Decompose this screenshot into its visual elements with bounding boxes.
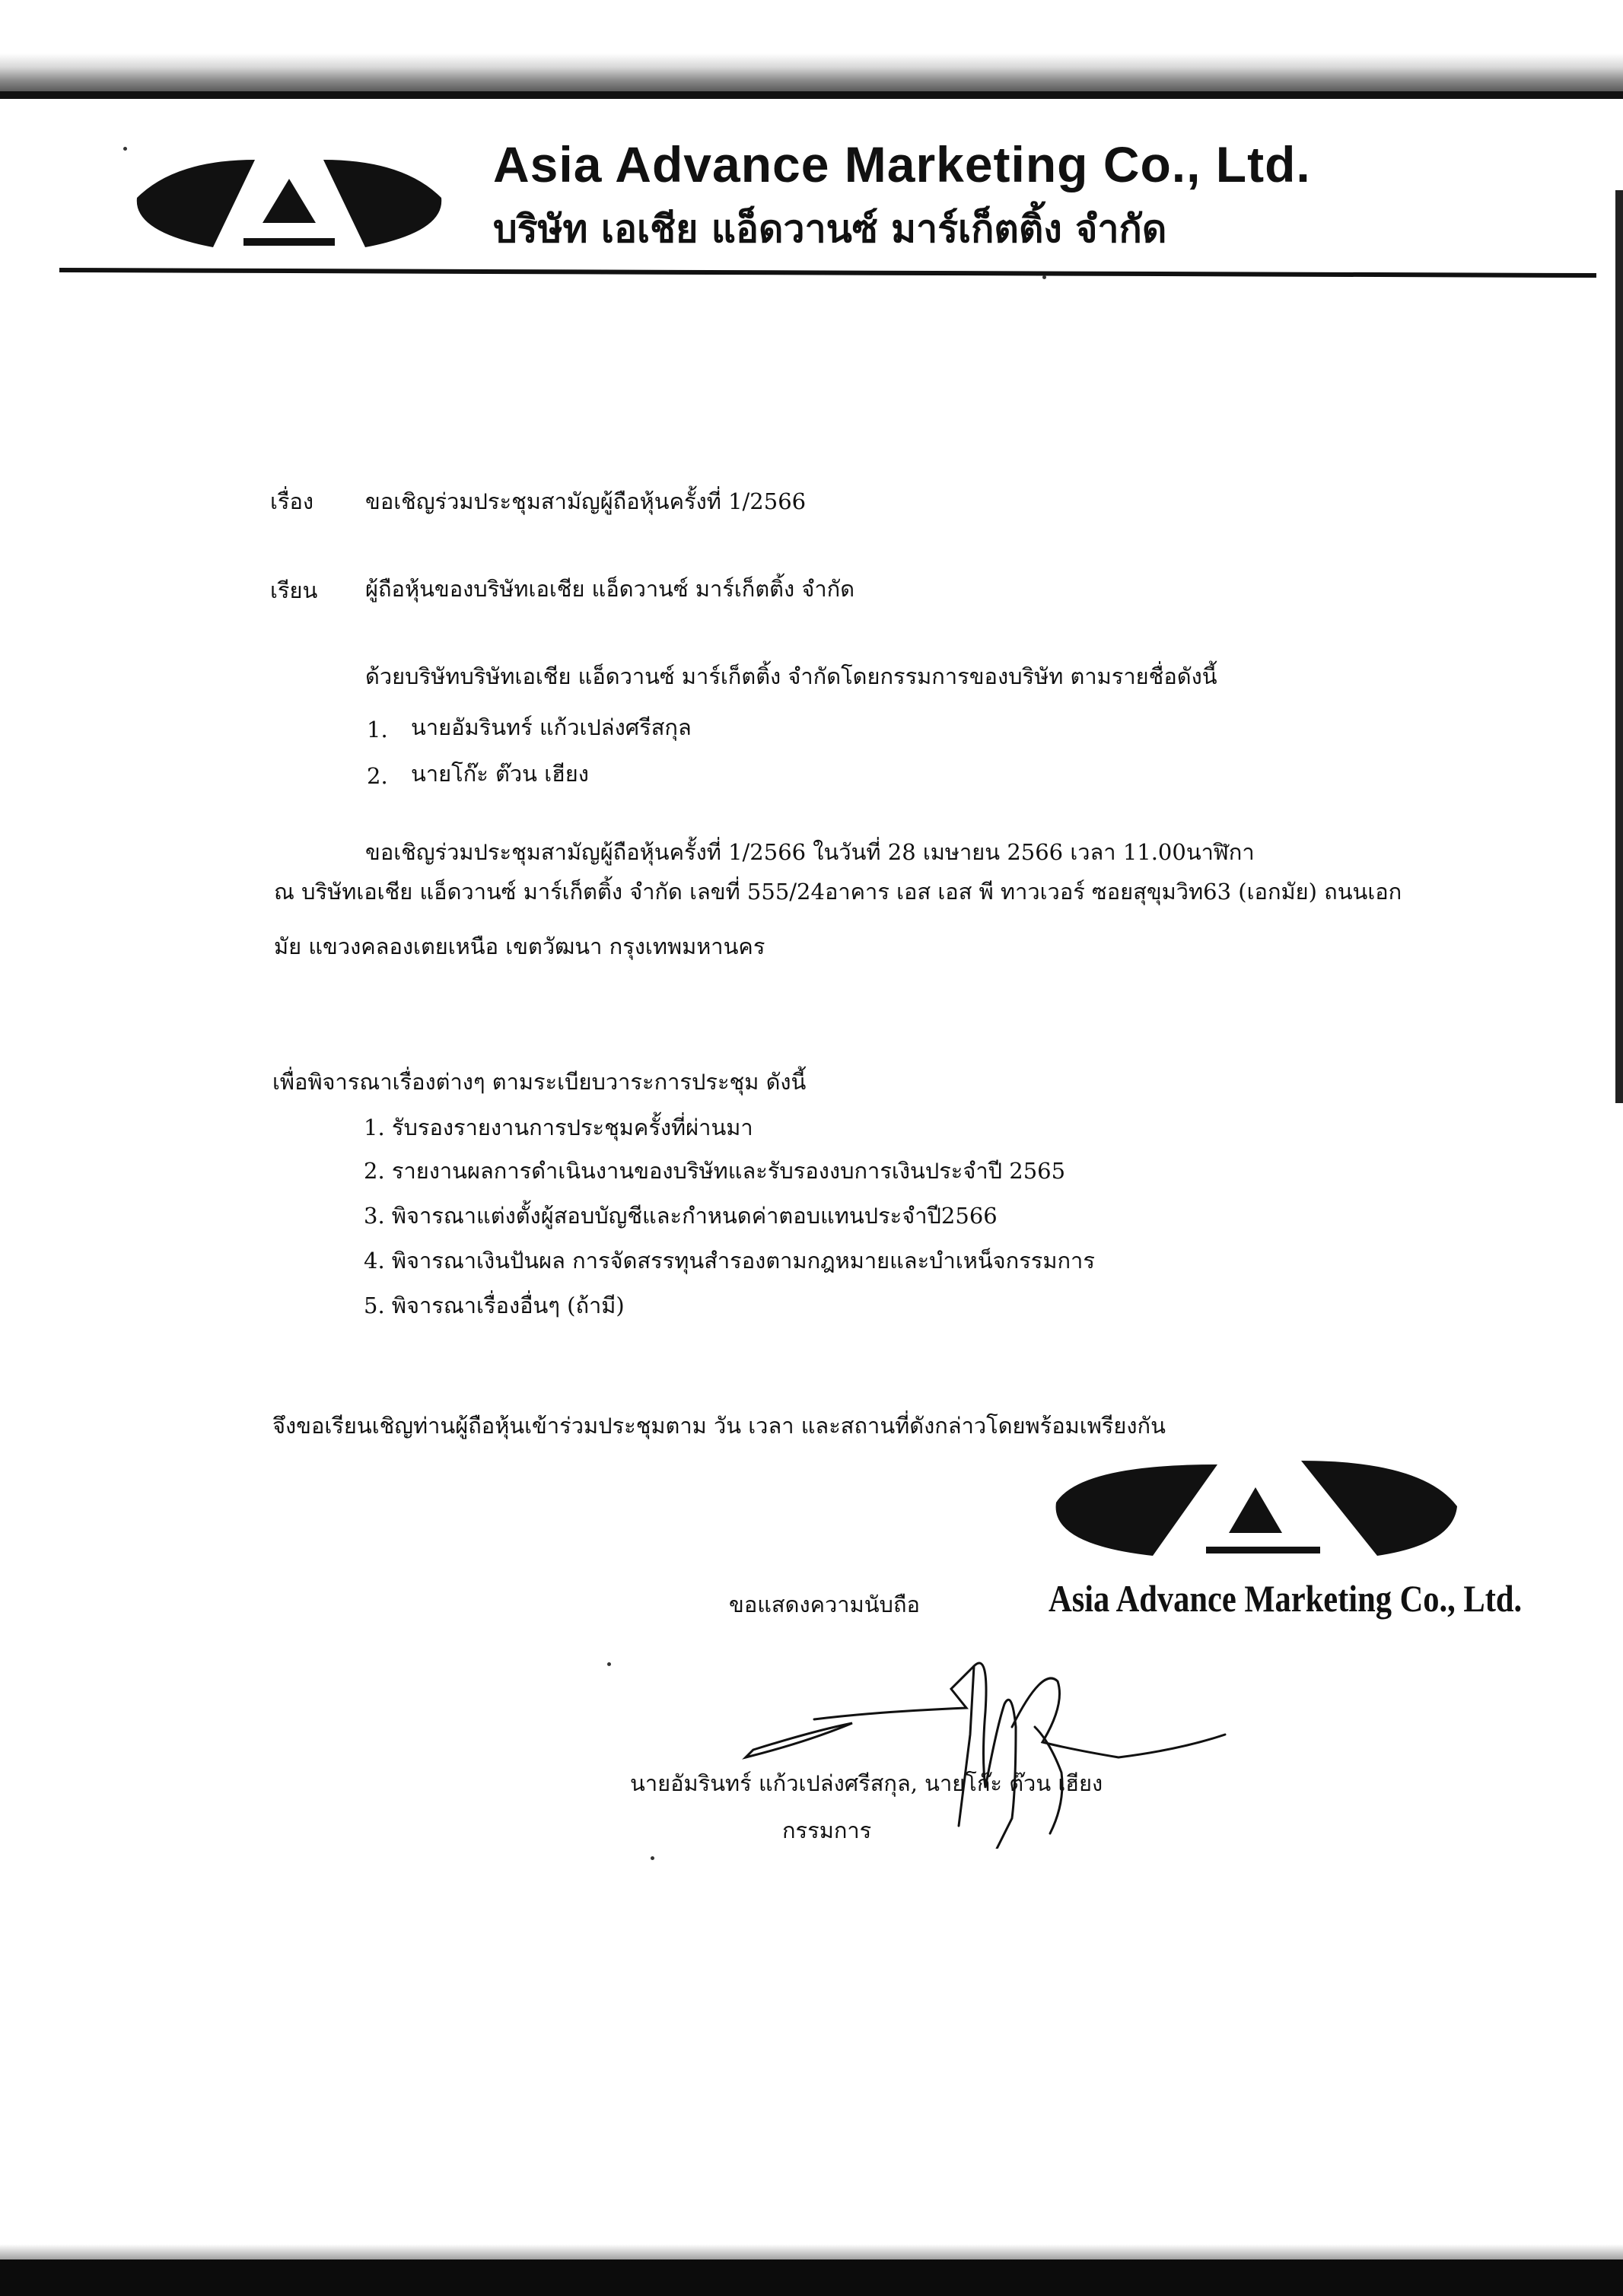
director-number: 2. [367, 763, 388, 789]
to-label: เรียน [270, 577, 318, 603]
director-name: นายโก๊ะ ต๊วน เฮียง [411, 761, 589, 787]
agenda-item: 1. รับรองรายงานการประชุมครั้งที่ผ่านมา [364, 1115, 753, 1140]
invitation-line: มัย แขวงคลองเตยเหนือ เขตวัฒนา กรุงเทพมหานคร [274, 933, 765, 959]
subject-text: ขอเชิญร่วมประชุมสามัญผู้ถือหุ้นครั้งที่ 1/2566 [365, 488, 807, 514]
logo-right-wing [323, 160, 441, 247]
agenda-item: 5. พิจารณาเรื่องอื่นๆ (ถ้ามี) [364, 1293, 625, 1318]
signature-mark [723, 1636, 1255, 1849]
agenda-item: 4. พิจารณาเงินปันผล การจัดสรรทุนสำรองตามกฎหมายและบำเหน็จกรรมการ [364, 1248, 1095, 1274]
logo-triangle [263, 179, 316, 223]
invitation-line: ณ บริษัทเอเชีย แอ็ดวานซ์ มาร์เก็ตติ้ง จำกัด เลขที่ 555/24อาคาร เอส เอส พี ทาวเวอร์ ซอยสุขุมวิท63 (เอกมัย) ถนนเอก [274, 879, 1402, 905]
company-stamp-logo [1050, 1457, 1461, 1560]
invitation-line: ขอเชิญร่วมประชุมสามัญผู้ถือหุ้นครั้งที่ 1/2566 ในวันที่ 28 เมษายน 2566 เวลา 11.00นาฬิกา [365, 839, 1255, 865]
closing-paragraph: จึงขอเรียนเชิญท่านผู้ถือหุ้นเข้าร่วมประชุมตาม วัน เวลา และสถานที่ดังกล่าวโดยพร้อมเพรียงกัน [272, 1413, 1166, 1439]
stamp-left-wing [1056, 1464, 1217, 1556]
scan-edge-line [0, 91, 1623, 99]
scan-speck [1042, 275, 1046, 279]
agenda-intro: เพื่อพิจารณาเรื่องต่างๆ ตามระเบียบวาระการประชุม ดังนี้ [272, 1069, 807, 1095]
scan-speck [123, 147, 127, 151]
signatories-names: นายอัมรินทร์ แก้วเปล่งศรีสกุล, นายโก๊ะ ต๊วน เฮียง [630, 1770, 1103, 1796]
scan-speck [651, 1856, 654, 1860]
agenda-item: 2. รายงานผลการดำเนินงานของบริษัทและรับรองงบการเงินประจำปี 2565 [364, 1158, 1066, 1184]
stamp-triangle [1229, 1487, 1282, 1533]
stamp-right-wing [1301, 1461, 1457, 1556]
signatory-title: กรรมการ [782, 1817, 872, 1843]
director-name: นายอัมรินทร์ แก้วเปล่งศรีสกุล [411, 714, 692, 740]
stamp-base-bar [1206, 1547, 1320, 1553]
company-name-en: Asia Advance Marketing Co., Ltd. [493, 136, 1311, 192]
scan-speck [607, 1662, 611, 1666]
regards-text: ขอแสดงความนับถือ [729, 1592, 920, 1617]
intro-paragraph: ด้วยบริษัทบริษัทเอเชีย แอ็ดวานซ์ มาร์เก็ตติ้ง จำกัดโดยกรรมการของบริษัท ตามรายชื่อดังนี้ [365, 663, 1217, 689]
company-logo [129, 156, 449, 251]
stamp-company-name: Asia Advance Marketing Co., Ltd. [1049, 1577, 1523, 1620]
scan-edge-bottom [0, 2259, 1623, 2296]
logo-base-bar [243, 238, 335, 246]
header-divider [59, 268, 1596, 278]
agenda-item: 3. พิจารณาแต่งตั้งผู้สอบบัญชีและกำหนดค่าตอบแทนประจำปี2566 [364, 1203, 998, 1229]
company-name-th: บริษัท เอเชีย แอ็ดวานซ์ มาร์เก็ตติ้ง จำกัด [493, 207, 1167, 251]
logo-left-wing [137, 160, 255, 247]
scan-edge-right [1615, 190, 1623, 1103]
scan-edge-bottom-shade [0, 2244, 1623, 2261]
subject-label: เรื่อง [270, 488, 314, 514]
director-number: 1. [367, 717, 388, 743]
to-text: ผู้ถือหุ้นของบริษัทเอเชีย แอ็ดวานซ์ มาร์เก็ตติ้ง จำกัด [365, 576, 855, 602]
